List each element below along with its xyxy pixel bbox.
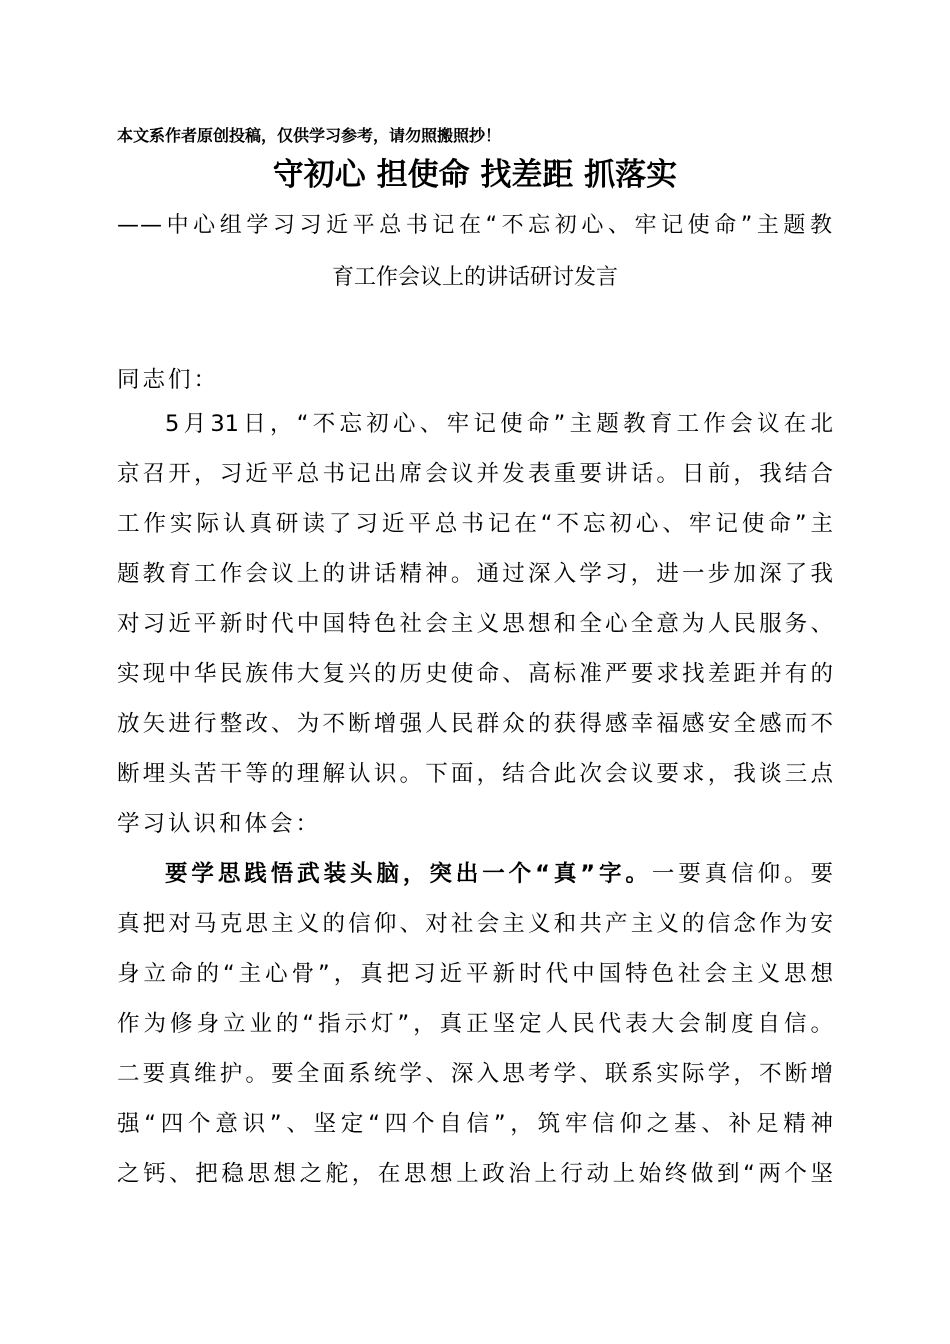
paragraph-line: 学习认识和体会： [117,811,322,837]
document-title: 守初心 担使命 找差距 抓落实 [272,157,678,193]
paragraph-line: 身立命的“主心骨”，真把习近平新时代中国特色社会主义思想 [117,961,833,987]
section-heading: 要学思践悟武装头脑，突出一个“真”字。 [165,861,652,887]
paragraph-line: 之钙、把稳思想之舵，在思想上政治上行动上始终做到“两个坚 [117,1161,833,1187]
paragraph-line: 真把对马克思主义的信仰、对社会主义和共产主义的信念作为安 [117,911,833,937]
document-subtitle-line-1: ——中心组学习习近平总书记在“不忘初心、牢记使命”主题教 [117,213,833,238]
paragraph-line: 实现中华民族伟大复兴的历史使命、高标准严要求找差距并有的 [117,661,833,687]
paragraph-text: 一要真信仰。要 [651,861,833,887]
paragraph-line: 5月31日，“不忘初心、牢记使命”主题教育工作会议在北 [165,411,833,437]
paragraph-line: 对习近平新时代中国特色社会主义思想和全心全意为人民服务、 [117,611,833,637]
salutation: 同志们： [117,367,220,393]
paragraph-line [165,856,833,892]
paragraph-line: 二要真维护。要全面系统学、深入思考学、联系实际学，不断增 [117,1061,833,1087]
paragraph-line: 京召开，习近平总书记出席会议并发表重要讲话。日前，我结合 [117,461,833,487]
document-subtitle-line-2: 育工作会议上的讲话研讨发言 [331,265,618,290]
paragraph-line: 题教育工作会议上的讲话精神。通过深入学习，进一步加深了我 [117,561,833,587]
copyright-notice: 本文系作者原创投稿，仅供学习参考，请勿照搬照抄！ [117,126,502,145]
paragraph-line: 断埋头苦干等的理解认识。下面，结合此次会议要求，我谈三点 [117,761,833,787]
paragraph-line: 放矢进行整改、为不断增强人民群众的获得感幸福感安全感而不 [117,711,833,737]
paragraph-line: 作为修身立业的“指示灯”，真正坚定人民代表大会制度自信。 [117,1011,833,1037]
paragraph-line: 强“四个意识”、坚定“四个自信”，筑牢信仰之基、补足精神 [117,1111,833,1137]
paragraph-line: 工作实际认真研读了习近平总书记在“不忘初心、牢记使命”主 [117,511,833,537]
